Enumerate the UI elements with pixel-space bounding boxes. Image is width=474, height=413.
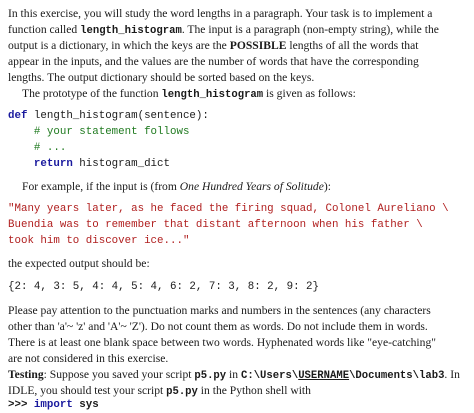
code-return-line: return histogram_dict — [8, 158, 170, 170]
code-def-line: def length_histogram(sentence): — [8, 110, 209, 122]
testing-line-2: IDLE, you should test your script p5.py in the Python shell with — [8, 384, 311, 398]
example-string-line-3: took him to discover ice..." — [8, 235, 190, 247]
prototype-intro: The prototype of the function length_histogram is given as follows: — [22, 87, 356, 101]
example-string-line-2: Buendia was to remember that distant afternoon when his father \ — [8, 219, 423, 231]
rules-line-1: Please pay attention to the punctuation marks and numbers in the sentences (any characters — [8, 304, 431, 317]
rules-line-2: other than 'a'~ 'z' and 'A'~ 'Z'). Do not count them as words. Do not include them in words. — [8, 320, 428, 333]
rules-line-3: There is at least one blank space between two words. Hyphenated words like "eye-catching" — [8, 336, 436, 349]
shell-import-line: >>> import sys — [8, 399, 99, 411]
example-string-line-1: "Many years later, as he faced the firing squad, Colonel Aureliano \ — [8, 203, 449, 215]
intro-line-1: In this exercise, you will study the word lengths in a paragraph. Your task is to implement a — [8, 7, 433, 20]
code-comment-2: # ... — [8, 142, 67, 154]
possible-emphasis: POSSIBLE — [229, 39, 287, 52]
intro-line-4: appear in the inputs, and the values are the number of words that have the corresponding — [8, 55, 419, 68]
code-comment-1: # your statement follows — [8, 126, 190, 138]
intro-line-5: lengths. The output dictionary should be sorted based on the keys. — [8, 71, 315, 84]
function-name-code: length_histogram — [161, 89, 264, 101]
intro-line-2: function called length_histogram. The input is a paragraph (non-empty string), while the — [8, 23, 439, 37]
function-name-code: length_histogram — [80, 25, 182, 37]
example-intro: For example, if the input is (from One Hundred Years of Solitude): — [22, 180, 331, 193]
intro-line-3: output is a dictionary, in which the keys are the POSSIBLE lengths of all the words that — [8, 39, 419, 52]
testing-label: Testing — [8, 368, 44, 381]
testing-line-1: Testing: Suppose you saved your script p5.py in C:\Users\USERNAME\Documents\lab3. In — [8, 368, 460, 382]
book-title: One Hundred Years of Solitude — [179, 180, 324, 193]
expected-output-code: {2: 4, 3: 5, 4: 4, 5: 4, 6: 2, 7: 3, 8: 2, 9: 2} — [8, 281, 320, 293]
rules-line-4: are not considered in this exercise. — [8, 352, 169, 365]
expected-output-label: the expected output should be: — [8, 257, 150, 270]
